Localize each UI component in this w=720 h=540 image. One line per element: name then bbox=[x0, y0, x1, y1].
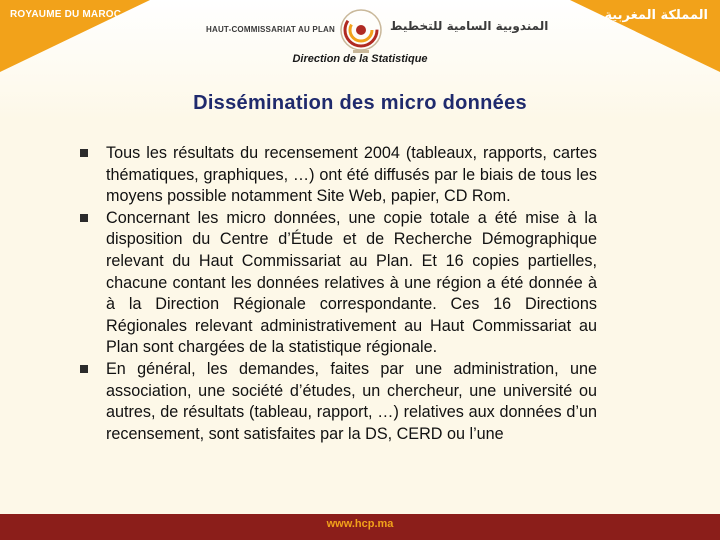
direction-subtitle: Direction de la Statistique bbox=[292, 53, 428, 65]
arabic-kingdom-label: المملكة المغربية bbox=[604, 8, 708, 23]
hcp-logo-icon bbox=[339, 8, 383, 56]
bullet-text: Tous les résultats du recensement 2004 (tableaux, rapports, cartes thématiques, graphiques, …) ont été diffusés par le biais de tous les moyens possible notamment Site Web, papier, CD Rom. bbox=[106, 144, 597, 206]
hcp-name-french: HAUT-COMMISSARIAT AU PLAN bbox=[206, 25, 335, 34]
square-bullet-icon bbox=[80, 214, 88, 222]
bullet-item bbox=[80, 208, 597, 359]
bullet-list bbox=[80, 143, 597, 445]
square-bullet-icon bbox=[80, 149, 88, 157]
royaume-label: ROYAUME DU MAROC bbox=[10, 9, 122, 20]
square-bullet-icon bbox=[80, 365, 88, 373]
slide-title: Dissémination des micro données bbox=[193, 92, 527, 114]
bullet-text: En général, les demandes, faites par une administration, une association, une société d’études, un chercheur, une université ou autres, de résultats (tableau, rapport, …) relatives aux données d’un recensement, sont satisfaites par la DS, CERD ou l’une bbox=[106, 359, 597, 443]
hcp-name-arabic: المندوبية السامية للتخطيط bbox=[390, 19, 549, 33]
footer-url: www.hcp.ma bbox=[326, 518, 394, 530]
bullet-text: Concernant les micro données, une copie totale a été mise à la disposition du Centre d’Étude et de Recherche Démographique relevant du Haut Commissariat au Plan. Et 16 copies partielles, chacune contant les données relatives à une région a été donnée à à la Direction Régionale correspondante. Ces 16 Directions Régionales relevant administrativement au Haut Commissariat au Plan sont chargées de la statistique régionale. bbox=[106, 208, 597, 357]
bullet-item bbox=[80, 359, 597, 445]
bullet-item bbox=[80, 143, 597, 208]
